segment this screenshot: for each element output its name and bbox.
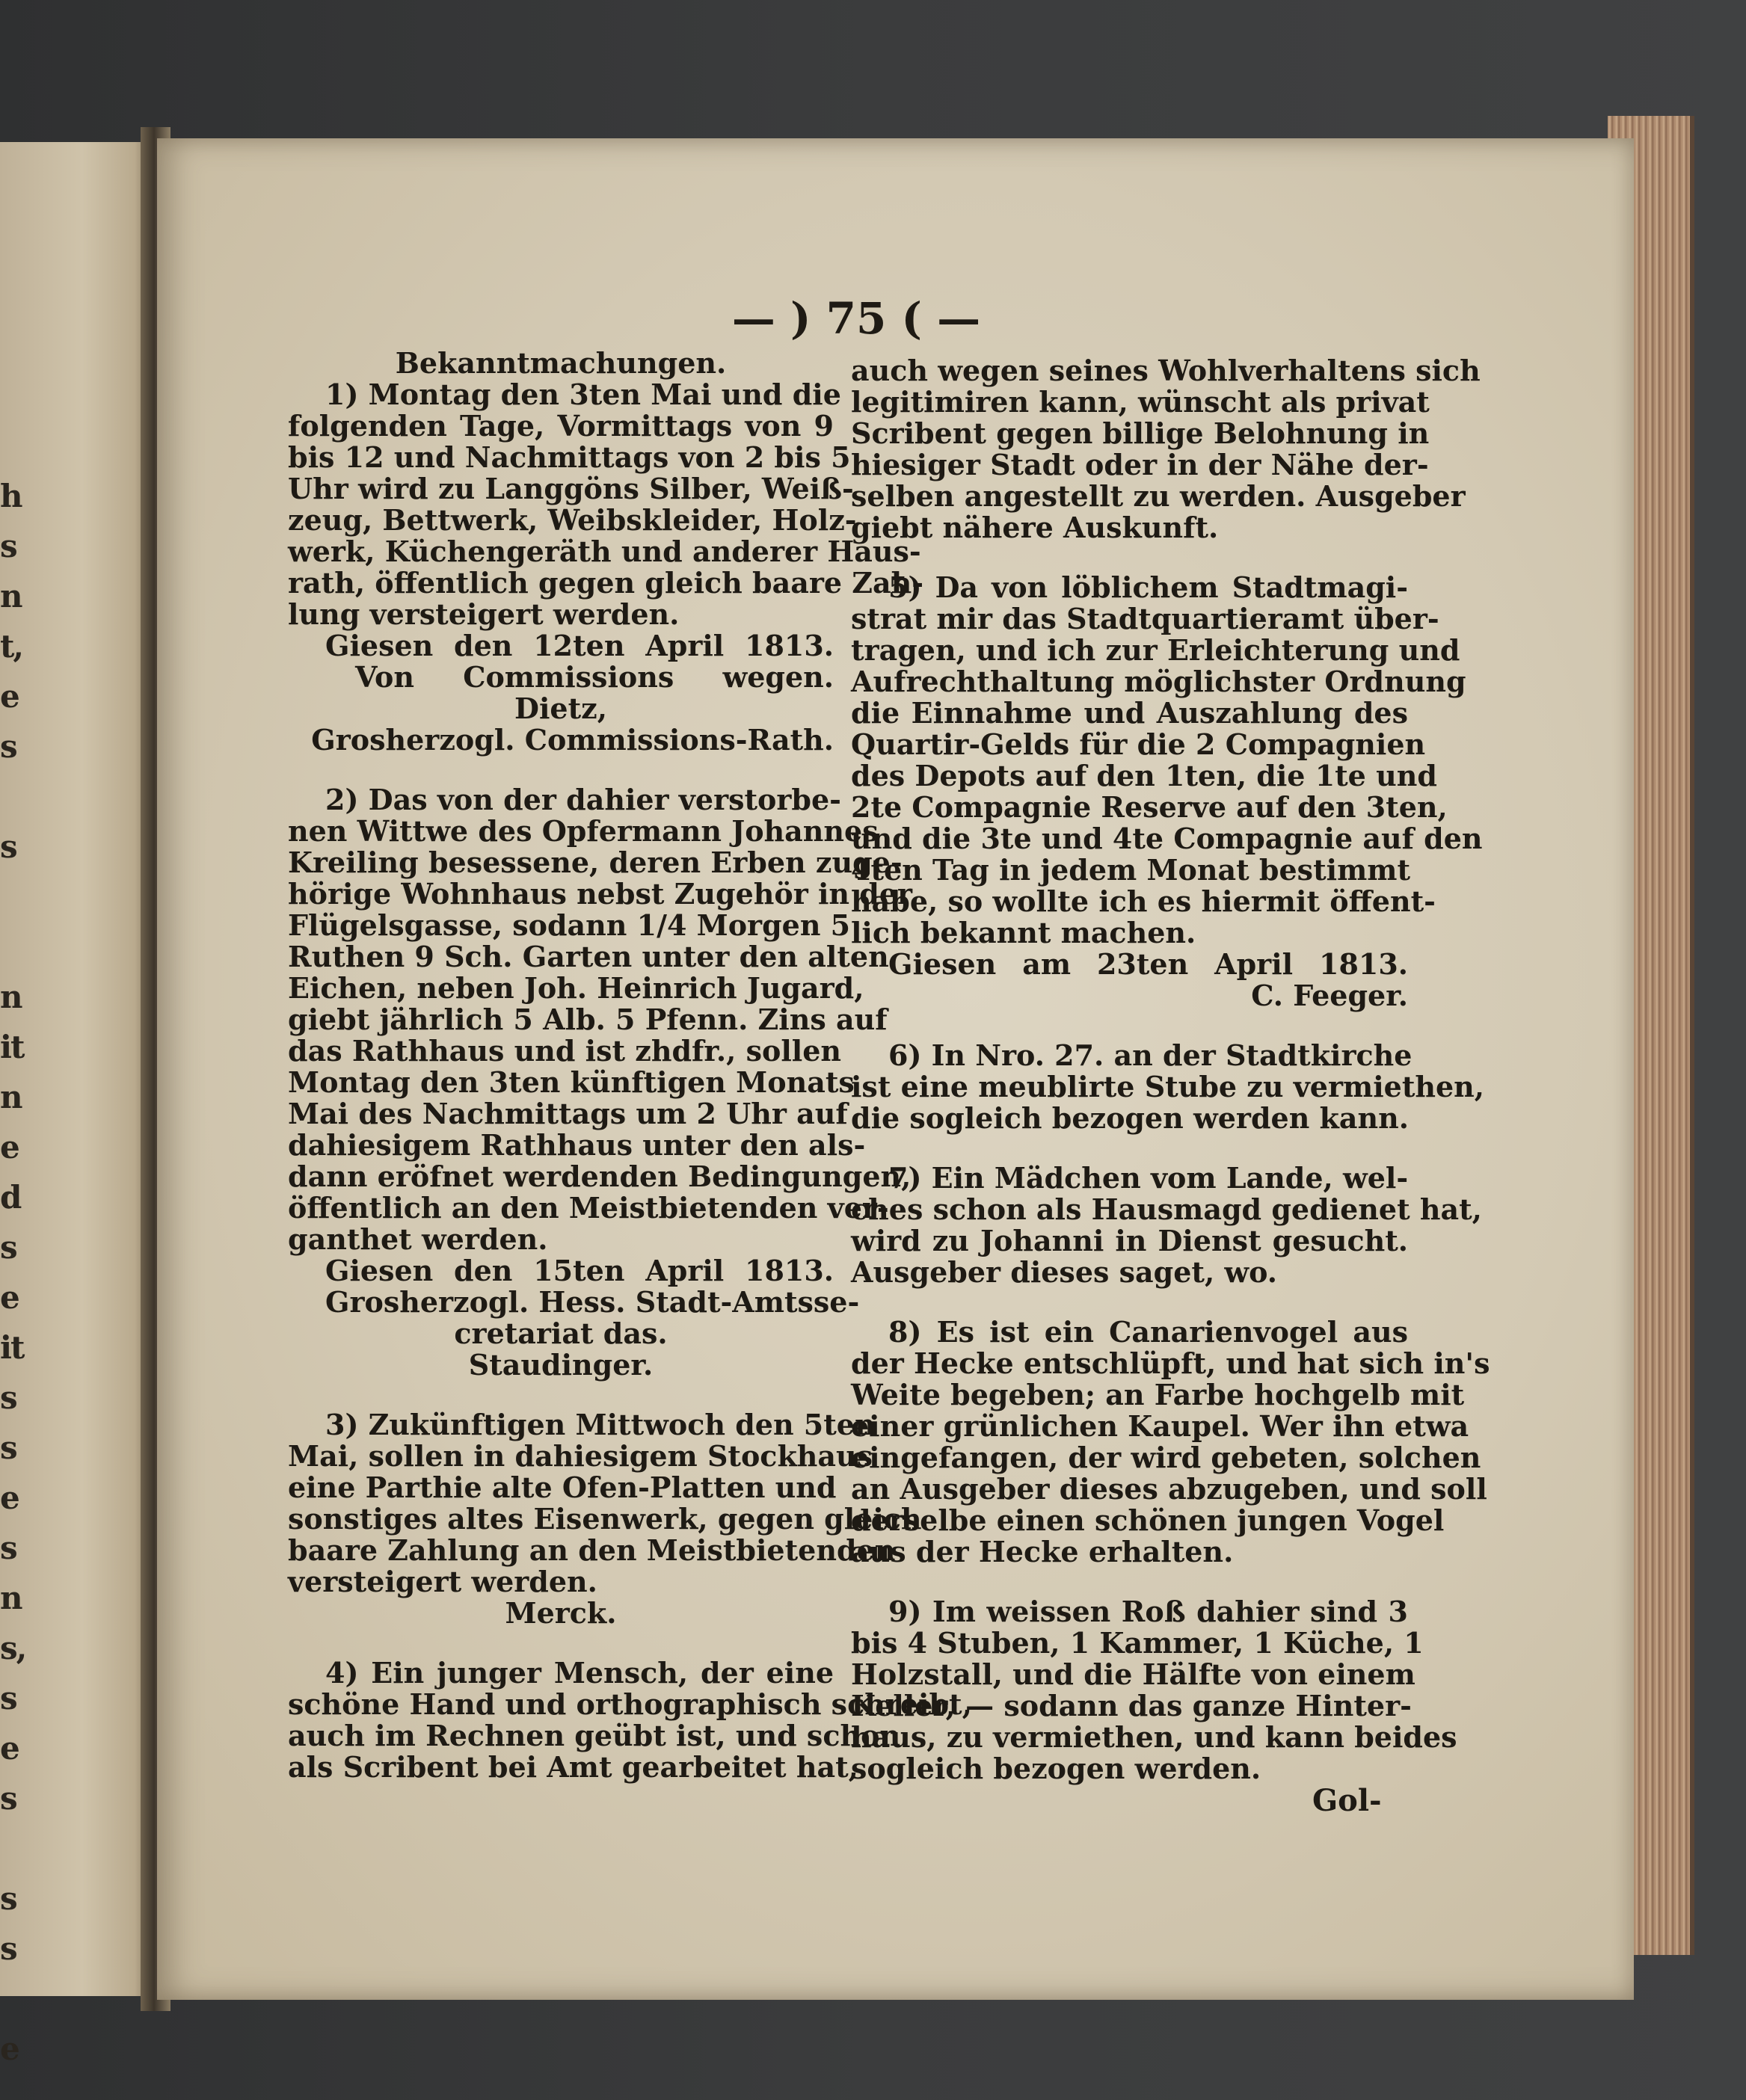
- left-column-line: baare Zahlung an den Meistbietenden: [288, 1533, 896, 1567]
- right-column-line: legitimiren kann, wünscht als privat: [851, 385, 1430, 419]
- right-column-line: ist eine meublirte Stube zu vermiethen,: [851, 1070, 1485, 1103]
- left-page-text-fragments: [0, 471, 30, 2074]
- paragraph-gap: [851, 1134, 1408, 1163]
- left-column-line: dahiesigem Rathhaus unter den als-: [288, 1128, 866, 1162]
- left-page-fragment: e: [0, 1279, 19, 1316]
- left-page-fragment: s: [0, 528, 16, 564]
- right-column-line: 7) Ein Mädchen vom Lande, wel-: [888, 1161, 1409, 1195]
- left-page-fragment: n: [0, 1079, 22, 1115]
- left-column-line: Mai des Nachmittags um 2 Uhr auf: [288, 1097, 848, 1130]
- left-column-line: cretariat das.: [454, 1317, 668, 1350]
- left-column-line: Bekanntmachungen.: [395, 346, 727, 380]
- left-column-line: das Rathhaus und ist zhdfr., sollen: [288, 1034, 841, 1068]
- left-page-fragment: s: [0, 1780, 16, 1817]
- paragraph-gap: [851, 1568, 1408, 1596]
- right-column-line: bis 4 Stuben, 1 Kammer, 1 Küche, 1: [851, 1626, 1424, 1660]
- left-page-fragment: e: [0, 2030, 19, 2067]
- left-column-line: Dietz,: [514, 692, 607, 725]
- right-column-line: die sogleich bezogen werden kann.: [851, 1101, 1409, 1135]
- right-column-line: Quartir-Gelds für die 2 Compagnien: [851, 727, 1426, 761]
- right-column-line: 8) Es ist ein Canarienvogel aus: [888, 1315, 1408, 1349]
- page-number-header: — ) 75 ( —: [731, 293, 981, 344]
- right-column-line: ches schon als Hausmagd gedienet hat,: [851, 1192, 1482, 1226]
- right-column-line: hiesiger Stadt oder in der Nähe der-: [851, 448, 1429, 481]
- paragraph-gap: [288, 756, 834, 784]
- left-column-line: hörige Wohnhaus nebst Zugehör in der: [288, 877, 913, 911]
- left-column: [288, 346, 972, 1784]
- left-page-fragment: s: [0, 1530, 16, 1566]
- right-column-line: Aufrechthaltung möglichster Ordnung: [851, 665, 1466, 698]
- right-column-line: Keller, — sodann das ganze Hinter-: [851, 1689, 1412, 1722]
- left-page-fragment: e: [0, 1730, 19, 1767]
- left-column-line: sonstiges altes Eisenwerk, gegen gleich: [288, 1502, 922, 1536]
- right-column-line: derselbe einen schönen jungen Vogel: [851, 1503, 1445, 1537]
- left-column-line: 4) Ein junger Mensch, der eine: [325, 1656, 834, 1690]
- left-page-fragment: s: [0, 1429, 16, 1466]
- right-column-line: der Hecke entschlüpft, und hat sich in's: [851, 1346, 1490, 1380]
- left-column-line: 3) Zukünftigen Mittwoch den 5ten: [325, 1408, 876, 1441]
- left-column-line: Giesen den 12ten April 1813.: [325, 629, 834, 662]
- left-page-fragment: s: [0, 1880, 16, 1917]
- paragraph-gap: [851, 544, 1408, 572]
- left-column-line: schöne Hand und orthographisch schreibt,: [288, 1687, 972, 1721]
- left-column-line: Giesen den 15ten April 1813.: [325, 1254, 834, 1287]
- left-page-fragment: d: [0, 1179, 21, 1216]
- left-column-line: Grosherzogl. Hess. Stadt-Amtsse-: [325, 1285, 860, 1319]
- right-column-line: einer grünlichen Kaupel. Wer ihn etwa: [851, 1409, 1469, 1443]
- left-page-fragment: it: [0, 1029, 24, 1065]
- right-column-line: strat mir das Stadtquartieramt über-: [851, 602, 1439, 635]
- left-column-line: auch im Rechnen geübt ist, und schon: [288, 1719, 901, 1752]
- left-column-line: rath, öffentlich gegen gleich baare Zah-: [288, 566, 924, 600]
- left-page-fragment: [0, 1823, 30, 1873]
- right-column: [851, 354, 1490, 1785]
- left-page-fragment: s: [0, 828, 16, 865]
- paragraph-gap: [851, 1288, 1408, 1317]
- left-column-line: 2) Das von der dahier verstorbe-: [325, 783, 841, 816]
- left-column-line: zeug, Bettwerk, Weibskleider, Holz-: [288, 503, 857, 537]
- left-column-line: öffentlich an den Meistbietenden ver-: [288, 1191, 889, 1225]
- left-column-line: Grosherzogl. Commissions-Rath.: [311, 723, 834, 757]
- left-page-fragment: [0, 1974, 30, 2024]
- left-column-line: lung versteigert werden.: [288, 597, 680, 631]
- left-page-fragment: t,: [0, 628, 23, 665]
- left-page-fragment: s: [0, 1930, 16, 1967]
- right-column-line: 5) Da von löblichem Stadtmagi-: [888, 570, 1408, 604]
- right-column-line: 6) In Nro. 27. an der Stadtkirche: [888, 1038, 1413, 1072]
- left-column-line: versteigert werden.: [288, 1565, 597, 1598]
- left-page-fragment: s: [0, 1680, 16, 1716]
- left-column-line: werk, Küchengeräth und anderer Haus-: [288, 535, 921, 568]
- left-column-line: bis 12 und Nachmittags von 2 bis 5: [288, 440, 851, 474]
- right-column-line: wird zu Johanni in Dienst gesucht.: [851, 1224, 1408, 1257]
- right-column-line: an Ausgeber dieses abzugeben, und soll: [851, 1472, 1487, 1506]
- left-page-fragment: n: [0, 578, 22, 615]
- left-page-fragment: [0, 872, 30, 922]
- left-column-line: Uhr wird zu Langgöns Silber, Weiß-: [288, 472, 854, 505]
- right-column-line: selben angestellt zu werden. Ausgeber: [851, 479, 1466, 513]
- left-column-line: als Scribent bei Amt gearbeitet hat,: [288, 1750, 858, 1784]
- right-column-line: lich bekannt machen.: [851, 916, 1196, 949]
- right-column-line: aus der Hecke erhalten.: [851, 1535, 1234, 1568]
- left-page-fragment: it: [0, 1329, 24, 1366]
- left-page-edge: [0, 142, 150, 2067]
- paragraph-gap: [288, 1381, 834, 1409]
- paragraph-gap: [851, 1011, 1408, 1040]
- left-page-fragment: s: [0, 1229, 16, 1266]
- left-page-fragment: s: [0, 728, 16, 765]
- right-column-line: Weite begeben; an Farbe hochgelb mit: [851, 1378, 1465, 1411]
- left-column-line: ganthet werden.: [288, 1222, 548, 1256]
- left-column-line: giebt jährlich 5 Alb. 5 Pfenn. Zins auf: [288, 1003, 888, 1036]
- right-column-line: die Einnahme und Auszahlung des: [851, 696, 1408, 730]
- right-column-line: auch wegen seines Wohlverhaltens sich: [851, 354, 1481, 387]
- left-page-fragment: s: [0, 1379, 16, 1416]
- right-column-line: C. Feeger.: [1251, 979, 1408, 1012]
- left-page-fragment: s,: [0, 1630, 26, 1666]
- paragraph-gap: [288, 1629, 834, 1657]
- left-column-line: nen Wittwe des Opfermann Johannes: [288, 814, 879, 848]
- right-column-line: 2te Compagnie Reserve auf den 3ten,: [851, 790, 1448, 824]
- catchword: Gol-: [1312, 1783, 1382, 1818]
- left-column-line: Eichen, neben Joh. Heinrich Jugard,: [288, 971, 864, 1005]
- left-column-line: Ruthen 9 Sch. Garten unter den alten: [288, 940, 889, 973]
- left-page-fragment: n: [0, 979, 22, 1015]
- right-column-line: Scribent gegen billige Belohnung in: [851, 416, 1430, 450]
- left-page-fragment: h: [0, 478, 22, 514]
- left-page-fragment: e: [0, 678, 19, 715]
- right-column-line: Giesen am 23ten April 1813.: [888, 947, 1408, 981]
- left-column-line: Merck.: [505, 1596, 617, 1630]
- left-column-line: folgenden Tage, Vormittags von 9: [288, 409, 834, 443]
- left-column-line: dann eröfnet werdenden Bedingungen,: [288, 1160, 912, 1193]
- left-page-fragment: n: [0, 1580, 22, 1616]
- left-column-line: Von Commissions wegen.: [355, 660, 834, 694]
- right-column-line: sogleich bezogen werden.: [851, 1752, 1261, 1785]
- right-column-line: 9) Im weissen Roß dahier sind 3: [888, 1595, 1408, 1628]
- right-column-line: des Depots auf den 1ten, die 1te und: [851, 759, 1437, 792]
- right-column-line: giebt nähere Auskunft.: [851, 511, 1219, 544]
- left-column-line: Staudinger.: [468, 1348, 654, 1382]
- left-column-line: Flügelsgasse, sodann 1/4 Morgen 5: [288, 908, 851, 942]
- right-column-line: und die 3te und 4te Compagnie auf den: [851, 822, 1483, 855]
- right-column-line: tragen, und ich zur Erleichterung und: [851, 633, 1460, 667]
- right-column-line: habe, so wollte ich es hiermit öffent-: [851, 884, 1436, 918]
- left-page-fragment: e: [0, 1479, 19, 1516]
- left-column-line: Kreiling besessene, deren Erben zuge-: [288, 846, 903, 879]
- left-column-line: eine Parthie alte Ofen-Platten und: [288, 1471, 837, 1504]
- left-page-fragment: [0, 922, 30, 972]
- left-column-line: Montag den 3ten künftigen Monats: [288, 1065, 855, 1099]
- right-column-line: eingefangen, der wird gebeten, solchen: [851, 1441, 1481, 1474]
- right-column-line: haus, zu vermiethen, und kann beides: [851, 1720, 1457, 1754]
- left-page-fragment: [0, 772, 30, 822]
- right-column-line: Ausgeber dieses saget, wo.: [851, 1255, 1278, 1289]
- left-column-line: Mai, sollen in dahiesigem Stockhaus: [288, 1439, 873, 1473]
- left-column-line: 1) Montag den 3ten Mai und die: [325, 378, 841, 411]
- right-column-line: Holzstall, und die Hälfte von einem: [851, 1657, 1415, 1691]
- right-column-line: 4ten Tag in jedem Monat bestimmt: [851, 853, 1411, 887]
- left-page-fragment: e: [0, 1129, 19, 1166]
